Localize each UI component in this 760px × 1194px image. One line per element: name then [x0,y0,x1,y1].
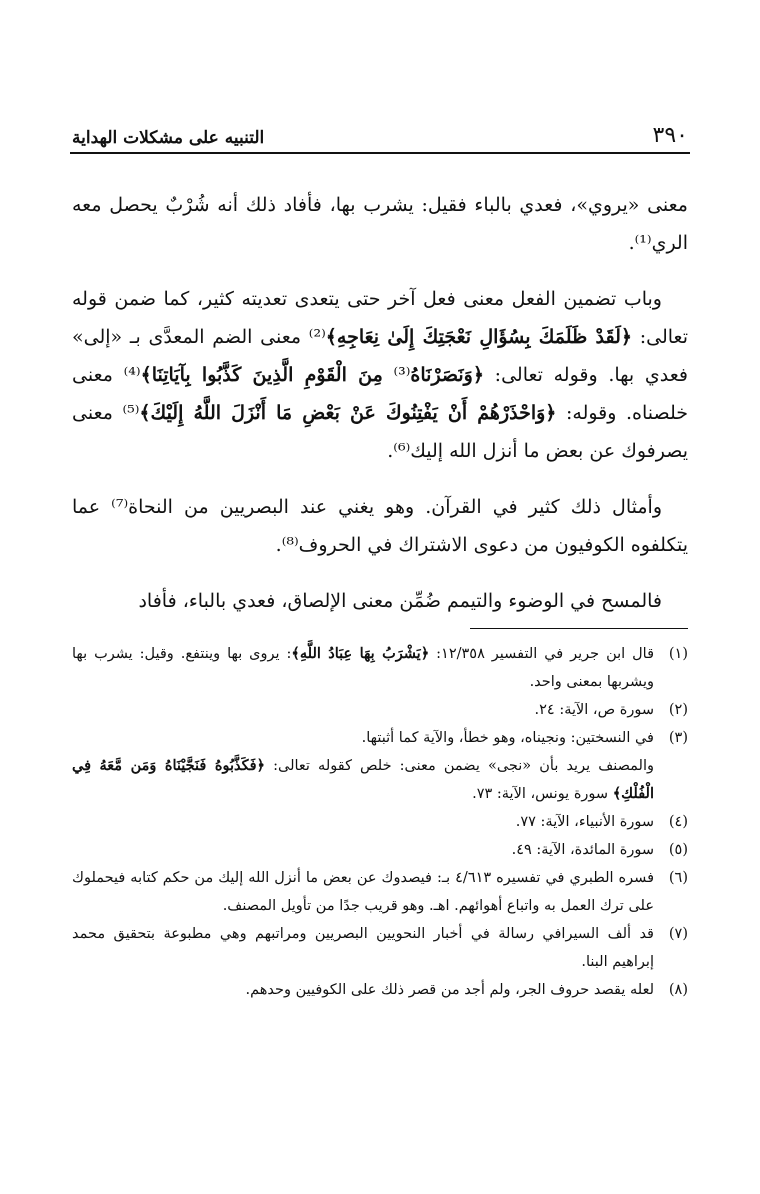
footnote [72,640,688,696]
footnote-continuation [72,752,688,808]
footnote [72,920,688,976]
footnote-rule [470,628,688,629]
footnote-text: سورة ص، الآية: ٢٤. [534,702,654,718]
quran-verse: ﴿وَنَصَرْنَاهُ [410,364,484,386]
footnote-text: قد ألف السيرافي رسالة في أخبار النحويين البصريين ومراتبهم وهي مطبوعة بتحقيق محمد إبراهيم البنا. [72,926,654,970]
footnote-number: (٨) [668,982,688,998]
quran-verse: ﴿يَشْرَبُ بِهَا عِبَادُ اللَّهِ﴾ [291,645,430,662]
footnote-number: (٥) [668,842,688,858]
footnote [72,864,688,920]
footnote-number: (٣) [668,730,688,746]
footnote [72,836,688,864]
footnotes [72,640,688,1004]
paragraph-4: فالمسح في الوضوء والتيمم ضُمِّن معنى الإلصاق، فعدي بالباء، فأفاد [138,590,662,612]
quran-verse: ﴿فَكَذَّبُوهُ فَنَجَّيْنَاهُ وَمَن مَّعَهُ فِي الْفُلْكِ﴾ [72,757,654,802]
footnote [72,724,688,752]
paragraph-2 [72,280,688,470]
text-run: ⁽⁴⁾ معنى خلصناه. وقوله: [72,364,689,424]
footnote-text: سورة الأنبياء، الآية: ٧٧. [515,814,654,830]
footnote-number: (١) [668,646,688,662]
footnote-number: (٢) [668,702,688,718]
footnote [72,696,688,724]
page-number: ٣٩٠ [652,123,688,148]
footnote-text: سورة المائدة، الآية: ٤٩. [511,842,654,858]
running-title: التنبيه على مشكلات الهداية [72,128,265,148]
text-run: ⁽²⁾ معنى الضم المعدَّى بـ «إلى» فعدي بها. وقوله تعالى: [72,326,688,386]
header-rule [70,152,690,154]
footnote-number: (٧) [668,926,688,942]
quran-verse: ﴿لَقَدْ ظَلَمَكَ بِسُؤَالِ نَعْجَتِكَ إِلَىٰ نِعَاجِهِ﴾ [325,326,632,348]
quran-verse: مِنَ الْقَوْمِ الَّذِينَ كَذَّبُوا بِآيَاتِنَا﴾ [140,364,383,386]
footnote-text: فسره الطبري في تفسيره ٤/٦١٣ بـ: فيصدوك عن بعض ما أنزل الله إليك من حكم كتابه فيحملوك على ترك العمل به واتباع أهوائهم. اهـ. وهو قريب جدًا من تأويل المصنف. [72,870,655,914]
paragraph-3: وأمثال ذلك كثير في القرآن. وهو يغني عند البصريين من النحاة⁽⁷⁾ عما يتكلفوه الكوفيون من دعوى الاشتراك في الحروف⁽⁸⁾. [72,496,688,556]
footnote-number: (٤) [668,814,688,830]
footnote-text: سورة يونس، الآية: ٧٣. [472,786,613,802]
page-header [72,118,688,148]
text-run: ⁽⁵⁾ معنى يصرفوك عن بعض ما أنزل الله إليك⁽⁶⁾. [72,402,688,462]
quran-verse: ﴿وَاحْذَرْهُمْ أَنْ يَفْتِنُوكَ عَنْ بَعْضِ مَا أَنْزَلَ اللَّهُ إِلَيْكَ﴾ [139,402,557,424]
main-text [72,186,688,638]
footnote-text: لعله يقصد حروف الجر، ولم أجد من قصر ذلك على الكوفيين وحدهم. [245,982,654,998]
footnote-text: قال ابن جرير في التفسير ١٢/٣٥٨: [429,646,654,662]
paragraph-1: معنى «يروي»، فعدي بالباء فقيل: يشرب بها، فأفاد ذلك أنه شُرْبٌ يحصل معه الري⁽¹⁾. [72,194,688,254]
footnote-text: في النسختين: ونجيناه، وهو خطأ، والآية كما أثبتها. [361,730,654,746]
text-run: ⁽³⁾ [382,364,411,386]
footnote [72,976,688,1004]
text-run: وباب تضمين الفعل معنى فعل آخر حتى يتعدى تعديته كثير، كما ضمن قوله تعالى: [72,288,688,348]
footnote-text: : يروى بها وينتفع. وقيل: يشرب بها ويشربها بمعنى واحد. [72,646,654,690]
footnote [72,808,688,836]
footnote-number: (٦) [668,870,688,886]
footnote-text: والمصنف يريد بأن «نجى» يضمن معنى: خلص كقوله تعالى: [265,758,654,774]
